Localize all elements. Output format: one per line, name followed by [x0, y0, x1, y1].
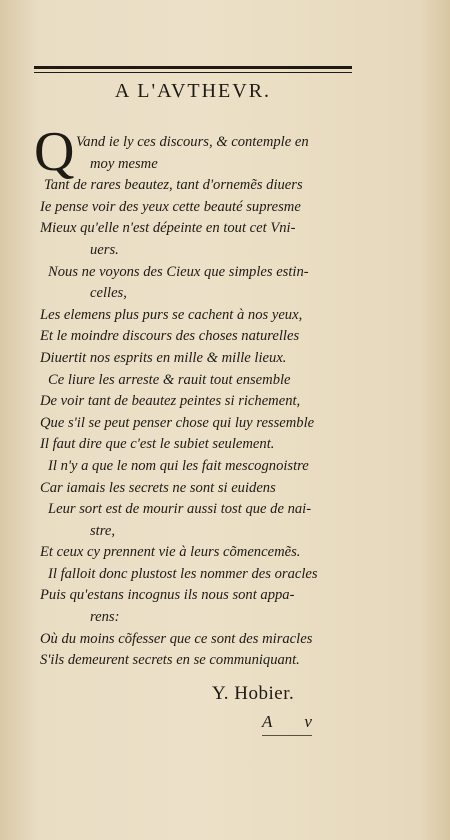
drop-capital: Q [34, 121, 75, 183]
poem-line: celles, [90, 285, 127, 302]
poem-line: Où du moins cõfesser que ce sont des miracles [40, 630, 313, 647]
poem-text [40, 132, 380, 672]
poem-line: De voir tant de beautez peintes si richement, [40, 393, 301, 410]
poem-line: stre, [90, 522, 115, 539]
poem-line: Que s'il se peut penser chose qui luy ressemble [40, 414, 315, 431]
poem-line: Ce liure les arreste & rauit tout ensemble [48, 371, 291, 388]
poem-line: Diuertit nos esprits en mille & mille lieux. [40, 349, 287, 366]
author-signature: Y. Hobier. [212, 683, 295, 704]
poem-line: Nous ne voyons des Cieux que simples estin- [48, 263, 309, 280]
poem-line: Leur sort est de mourir aussi tost que de nai- [48, 501, 312, 518]
poem-line: Il n'y a que le nom qui les fait mescognoistre [48, 457, 309, 474]
header-rule-thick [34, 66, 352, 69]
poem-line: rens: [90, 609, 120, 626]
catchword: A v [262, 712, 326, 731]
poem-line: uers. [90, 241, 119, 258]
header-rule-thin [34, 72, 352, 73]
poem-line: Tant de rares beautez, tant d'ornemẽs diuers [44, 177, 303, 194]
poem-line: Mieux qu'elle n'est dépeinte en tout cet Vni- [40, 220, 296, 237]
poem-line: moy mesme [90, 155, 158, 172]
page-heading: A L'AVTHEVR. [114, 80, 272, 102]
poem-line: Les elemens plus purs se cachent à nos yeux, [40, 306, 303, 323]
poem-line: Et ceux cy prennent vie à leurs cõmencemẽs. [40, 544, 301, 561]
poem-line: Il falloit donc plustost les nommer des oracles [48, 565, 318, 582]
poem-line: Ie pense voir des yeux cette beauté supresme [40, 198, 301, 215]
poem-line: Car iamais les secrets ne sont si euidens [40, 479, 276, 496]
catchword-underline [262, 735, 312, 736]
poem-line: Et le moindre discours des choses naturelles [40, 328, 300, 345]
poem-line: Puis qu'estans incognus ils nous sont appa- [40, 587, 295, 604]
poem-line: Il faut dire que c'est le subiet seulement. [40, 436, 275, 453]
poem-line: Vand ie ly ces discours, & contemple en [76, 134, 309, 150]
poem-line: S'ils demeurent secrets en se communiquant. [40, 652, 300, 669]
